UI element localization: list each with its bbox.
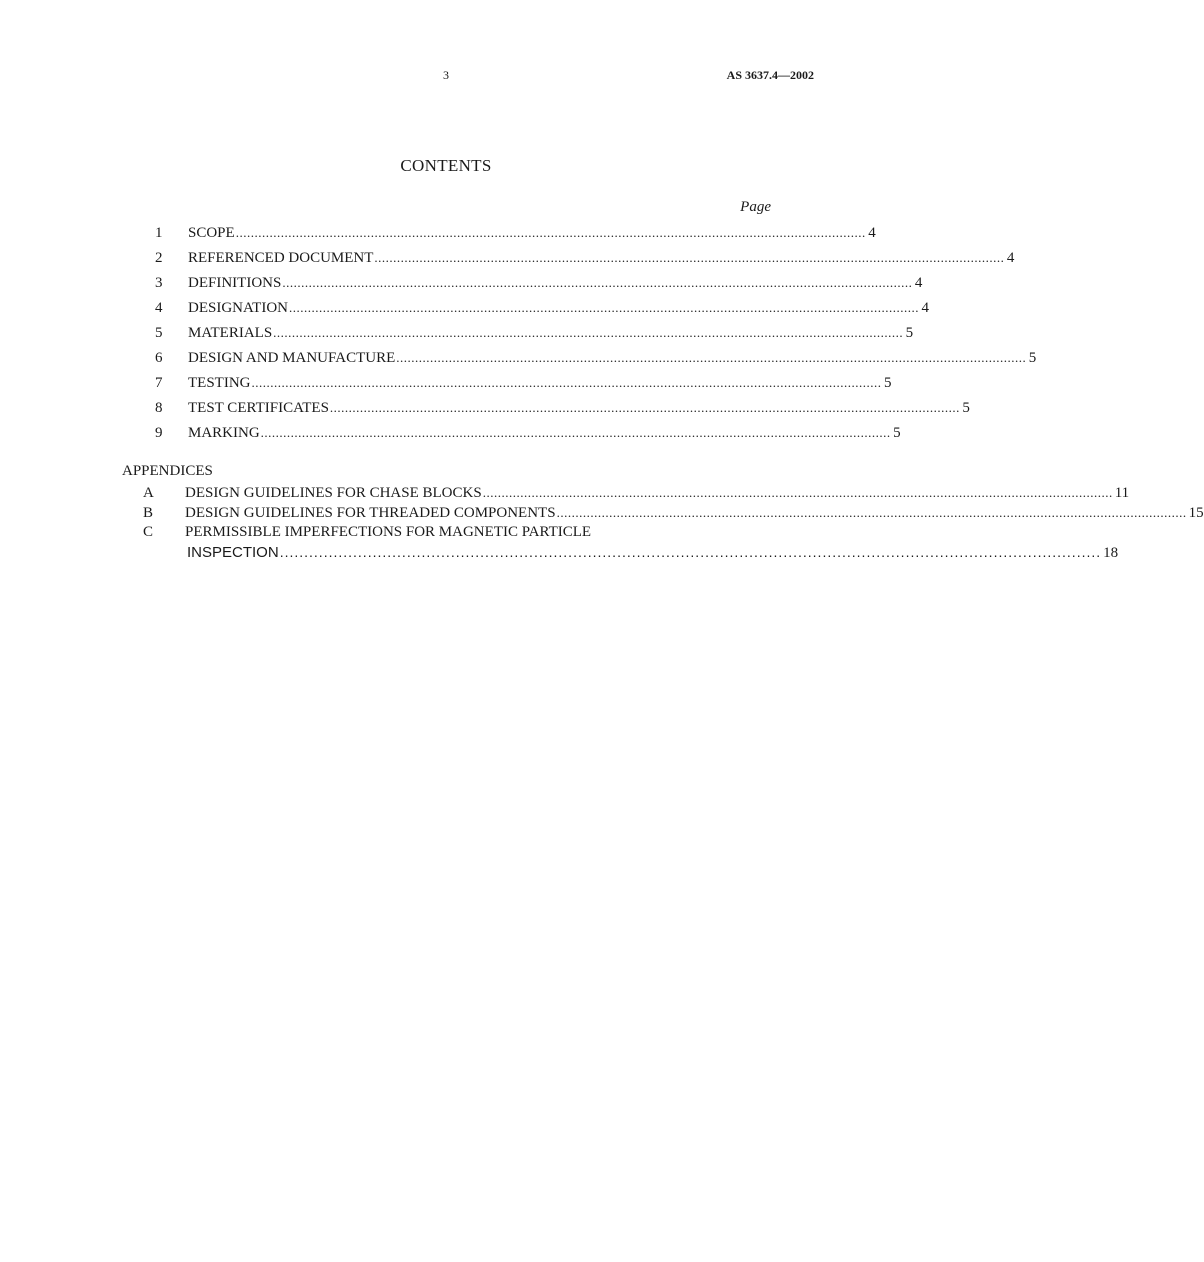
dot-leader: ........................................................................................................................................................................ (251, 375, 882, 390)
toc-entry-number: 2 (155, 250, 163, 266)
toc-entry-page: 4 (921, 300, 929, 316)
page-number: 3 (443, 68, 449, 82)
dot-leader: ........................................................................................................................................................................ (273, 325, 904, 340)
dot-leader: ........................................................................................................................................................................ (374, 250, 1005, 265)
toc-entry-title: REFERENCED DOCUMENT (188, 250, 374, 266)
toc-entry[interactable] (155, 274, 923, 292)
toc-entry-title: TEST CERTIFICATES (188, 400, 329, 416)
appendix-entry[interactable] (143, 504, 1204, 522)
appendix-entry[interactable] (143, 523, 771, 541)
appendix-entry[interactable] (143, 484, 1130, 502)
dot-leader: ........................................................................................................................................................................ (482, 485, 1113, 500)
page-column-label: Page (740, 199, 771, 215)
toc-entry-number: 7 (155, 375, 163, 391)
appendices-heading: APPENDICES (122, 463, 213, 479)
toc-entry-page: 4 (1006, 250, 1015, 266)
dot-leader: ........................................................................................................................................................................ (329, 400, 960, 415)
toc-entry-number: 8 (155, 400, 163, 416)
appendix-title-continuation: INSPECTION (187, 544, 279, 561)
dot-leader: ........................................................................................................................................................................ (556, 505, 1187, 520)
appendix-page: 11 (1114, 485, 1130, 501)
toc-entry-title: MARKING (188, 425, 260, 441)
toc-entry-page: 5 (905, 325, 914, 341)
toc-entry-number: 9 (155, 425, 163, 441)
dot-leader: ........................................................................................................................................................................ (235, 225, 866, 240)
toc-entry-number: 4 (155, 300, 163, 316)
appendix-letter: B (143, 505, 154, 521)
toc-entry[interactable] (155, 399, 970, 417)
dot-leader: ........................................................................................................................................................................ (396, 350, 1027, 365)
appendix-letter: A (143, 485, 154, 501)
toc-entry-page: 5 (962, 400, 970, 416)
appendix-title: PERMISSIBLE IMPERFECTIONS FOR MAGNETIC PARTICLE (185, 524, 592, 540)
toc-entry-number: 1 (155, 225, 163, 241)
toc-entry[interactable] (155, 324, 914, 342)
appendix-title: DESIGN GUIDELINES FOR CHASE BLOCKS (185, 485, 482, 501)
dot-leader: ........................................................................................................................................................................ (289, 300, 919, 315)
toc-entry-page: 5 (1028, 350, 1037, 366)
toc-entry-title: DESIGNATION (188, 300, 288, 316)
appendix-entry-continuation[interactable] (187, 543, 1119, 561)
toc-entry-title: DEFINITIONS (188, 275, 282, 291)
appendix-page: 18 (1103, 545, 1119, 561)
toc-entry-page: 5 (884, 375, 892, 391)
toc-entry-page: 4 (868, 225, 876, 241)
toc-entry-page: 4 (914, 275, 923, 291)
toc-entry[interactable] (155, 224, 876, 242)
document-id: AS 3637.4—2002 (726, 68, 814, 82)
appendix-title: DESIGN GUIDELINES FOR THREADED COMPONENTS (185, 505, 556, 521)
toc-entry-title: MATERIALS (188, 325, 273, 341)
toc-entry[interactable] (155, 424, 901, 442)
toc-entry-number: 6 (155, 350, 163, 366)
toc-entry[interactable] (155, 299, 929, 317)
dot-leader: ........................................................................................................................................................................ (282, 275, 913, 290)
toc-entry-number: 5 (155, 325, 163, 341)
toc-entry-title: SCOPE (188, 225, 235, 241)
toc-entry[interactable] (155, 249, 1015, 267)
appendix-page: 15 (1188, 505, 1204, 521)
toc-entry[interactable] (155, 374, 892, 392)
toc-entry-title: DESIGN AND MANUFACTURE (188, 350, 396, 366)
dot-leader: ........................................................................................................................................................................ (279, 544, 1102, 560)
contents-title: CONTENTS (400, 156, 492, 175)
toc-entry-number: 3 (155, 275, 163, 291)
toc-entry-page: 5 (893, 425, 901, 441)
appendix-letter: C (143, 524, 154, 540)
dot-leader: ........................................................................................................................................................................ (260, 425, 891, 440)
toc-entry-title: TESTING (188, 375, 251, 391)
toc-entry[interactable] (155, 349, 1037, 367)
